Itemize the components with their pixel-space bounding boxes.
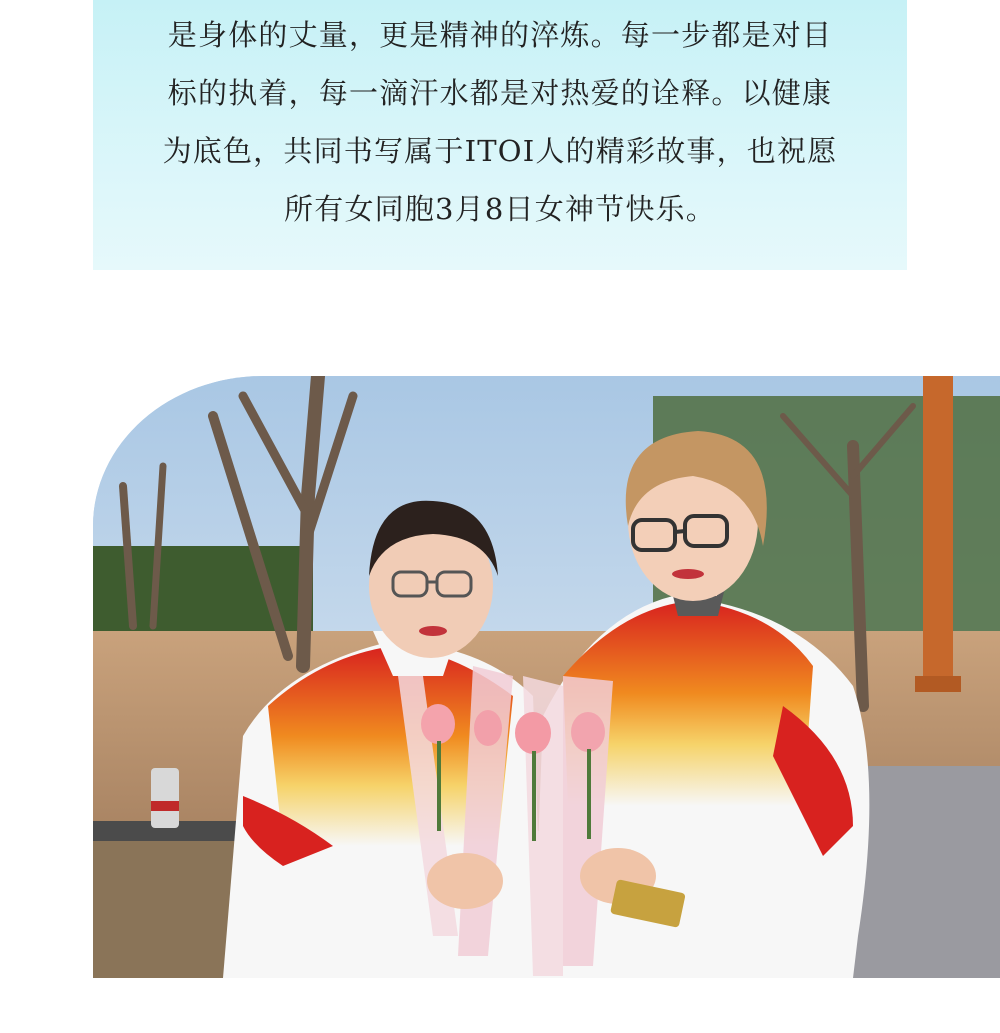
paragraph-line-1: 是身体的丈量，更是精神的淬炼。每一步都是对目 (167, 18, 833, 52)
paragraph (93, 6, 907, 238)
paragraph-line-4: 所有女同胞3月8日女神节快乐。 (284, 192, 716, 226)
paragraph-line-2: 标的执着，每一滴汗水都是对热爱的诠释。以健康 (167, 76, 833, 110)
two-women-with-roses-photo (93, 376, 1000, 978)
text-panel (93, 0, 907, 270)
paragraph-line-3: 为底色，共同书写属于ITOI人的精彩故事，也祝愿 (162, 134, 838, 168)
